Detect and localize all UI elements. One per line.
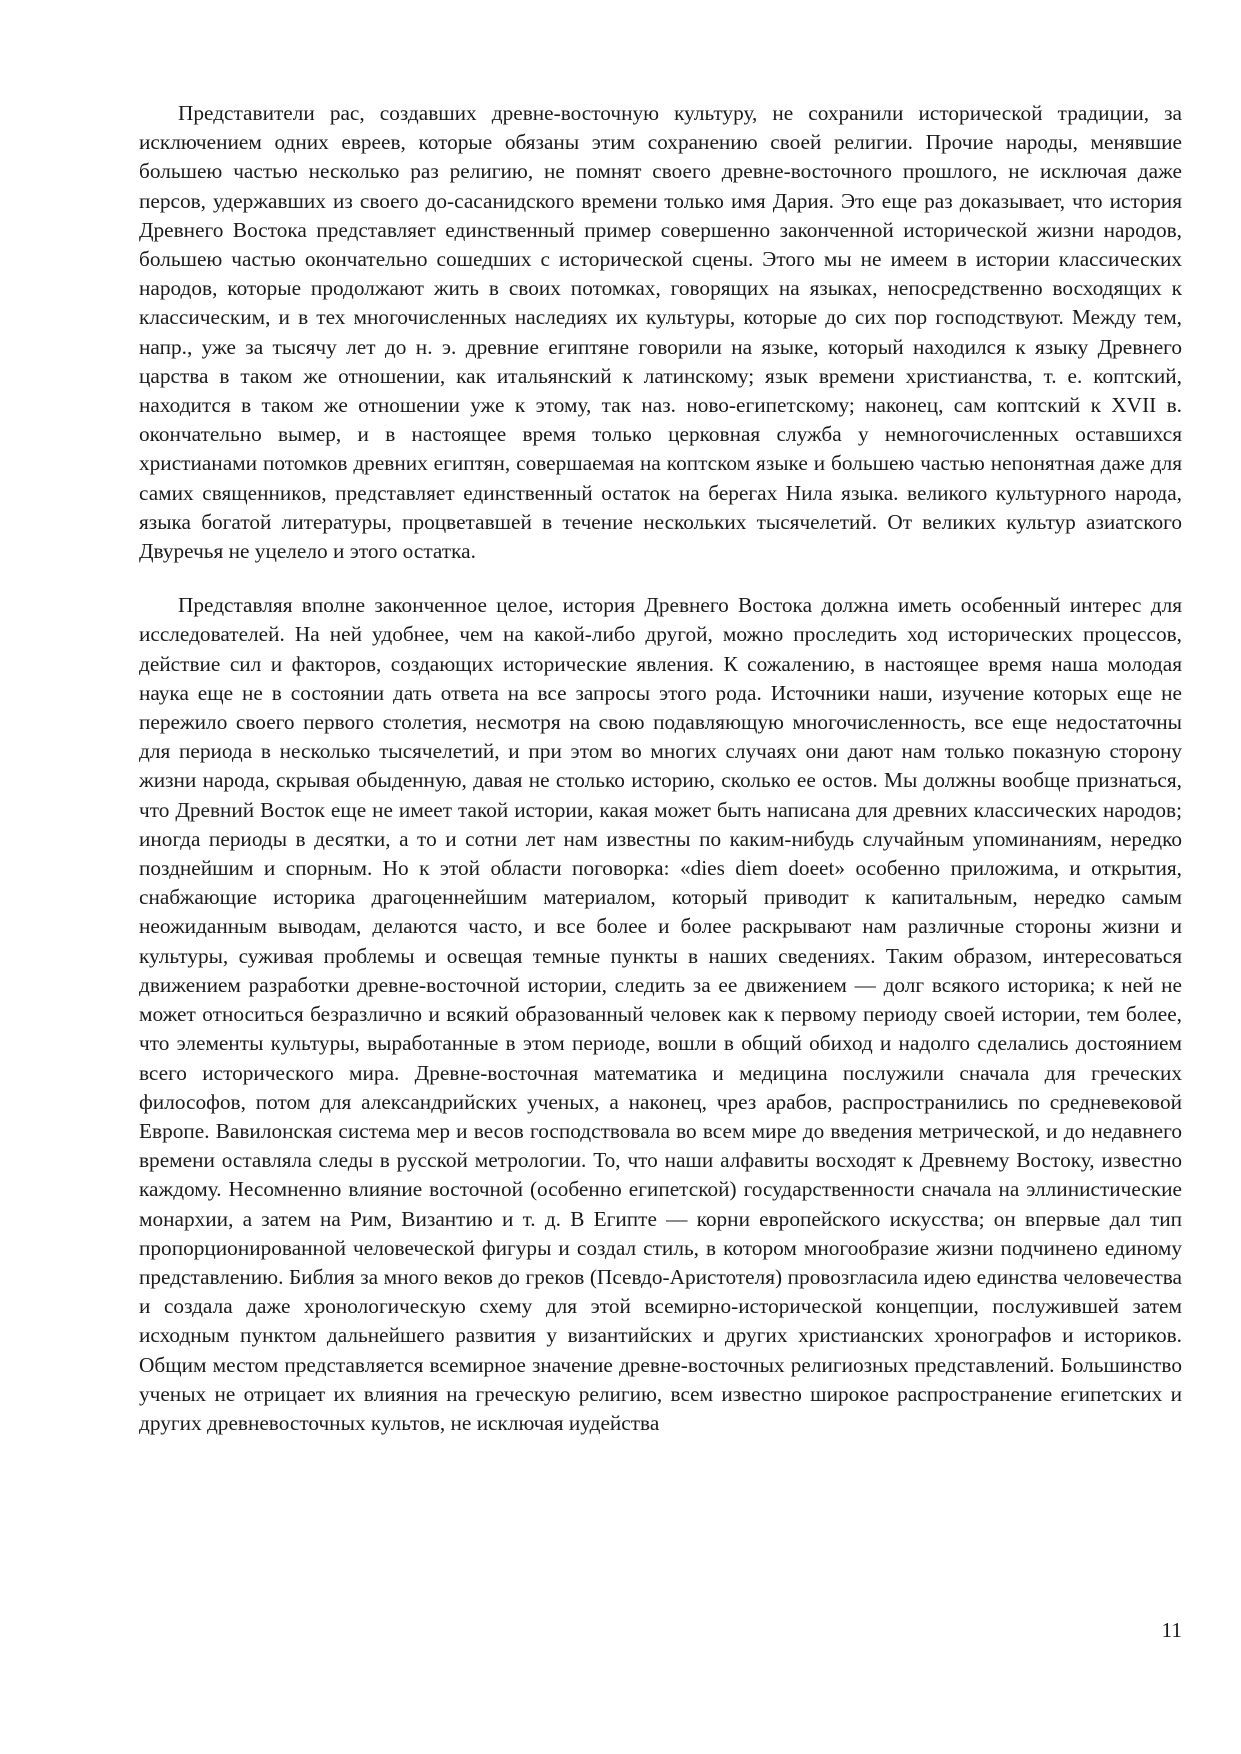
paragraph-2: Представляя вполне законченное целое, история Древнего Востока должна иметь особенный интерес для исследователей. На ней удобнее, чем на какой-либо другой, можно проследить ход исторических процессов, действие сил и факторов, создающих исторические явления. К сожалению, в настоящее время наша молодая наука еще не в состоянии дать ответа на все запросы этого рода. Источники наши, изучение которых еще не пережило своего первого столетия, несмотря на свою подавляющую многочисленность, все еще недостаточны для периода в несколько тысячелетий, и при этом во многих случаях они дают нам только показную сторону жизни народа, скрывая обыденную, давая не столько историю, сколько ее остов. Мы должны вообще признаться, что Древний Восток еще не имеет такой истории, какая может быть написана для древних классических народов; иногда периоды в десятки, а то и сотни лет нам известны по каким-нибудь случайным упоминаниям, нередко позднейшим и спорным. Но к этой области поговорка: «dies diem doeet» особенно приложима, и открытия, снабжающие историка драгоценнейшим материалом, который приводит к капитальным, нередко самым неожиданным выводам, делаются часто, и все более и более раскрывают нам различные стороны жизни и культуры, суживая проблемы и освещая темные пункты в наших сведениях. Таким образом, интересоваться движением разработки древне-восточной истории, следить за ее движением — долг всякого историка; к ней не может относиться безразлично и всякий образованный человек как к первому периоду своей истории, тем более, что элементы культуры, выработанные в этом периоде, вошли в общий обиход и надолго сделались достоянием всего исторического мира. Древне-восточная математика и медицина послужили сначала для греческих философов, потом для александрийских ученых, а наконец, чрез арабов, распространились по средневековой Европе. Вавилонская система мер и весов господствовала во всем мире до введения метрической, и до недавнего времени оставляла следы в русской метрологии. То, что наши алфавиты восходят к Древнему Востоку, известно каждому. Несомненно влияние восточной (особенно египетской) государственности сначала на эллинистические монархии, а затем на Рим, Византию и т. д. В Египте — корни европейского искусства; он впервые дал тип пропорционированной человеческой фигуры и создал стиль, в котором многообразие жизни подчинено единому представлению. Библия за много веков до греков (Псевдо-Аристотеля) провозгласила идею единства человечества и создала даже хронологическую схему для этой всемирно-исторической концепции, послужившей затем исходным пунктом дальнейшего развития у византийских и других христианских хронографов и историков. Общим местом представляется всемирное значение древне-восточных религиозных представлений. Большинство ученых не отрицает их влияния на греческую религию, всем известно широкое распространение египетских и других древневосточных культов, не исключая иудейства [139,593,1182,1435]
body-text [139,99,1182,1438]
page-number: 11 [1161,1618,1182,1642]
paragraph-1: Представители рас, создавших древне-восточную культуру, не сохранили исторической традиции, за исключением одних евреев, которые обязаны этим сохранению своей религии. Прочие народы, менявшие большею частью несколько раз религию, не помнят своего древне-восточного прошлого, не исключая даже персов, удержавших из своего до-сасанидского времени только имя Дария. Это еще раз доказывает, что история Древнего Востока представляет единственный пример совершенно законченной исторической жизни народов, большею частью окончательно сошедших с исторической сцены. Этого мы не имеем в истории классических народов, которые продолжают жить в своих потомках, говорящих на языках, непосредственно восходящих к классическим, и в тех многочисленных наследиях их культуры, которые до сих пор господствуют. Между тем, напр., уже за тысячу лет до н. э. древние египтяне говорили на языке, который находился к языку Древнего царства в таком же отношении, как итальянский к латинскому; язык времени христианства, т. е. коптский, находится в таком же отношении уже к этому, так наз. ново-египетскому; наконец, сам коптский к XVII в. окончательно вымер, и в настоящее время только церковная служба у немногочисленных оставшихся христианами потомков древних египтян, совершаемая на коптском языке и большею частью непонятная даже для самих священников, представляет единственный остаток на берегах Нила языка. великого культурного народа, языка богатой литературы, процветавшей в течение нескольких тысячелетий. От великих культур азиатского Двуречья не уцелело и этого остатка. [139,101,1182,564]
